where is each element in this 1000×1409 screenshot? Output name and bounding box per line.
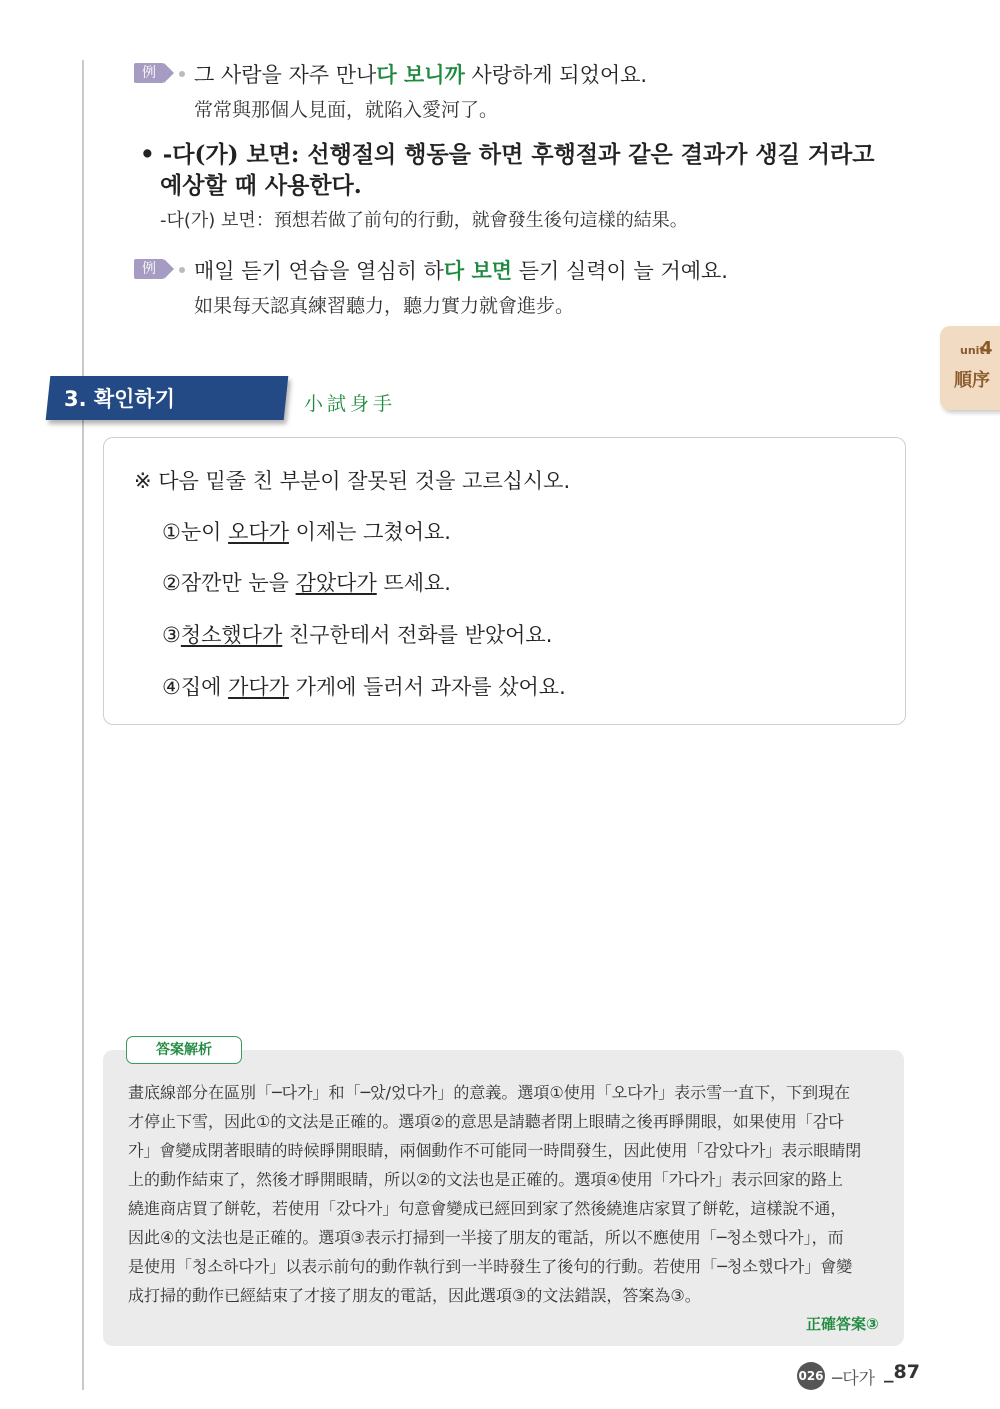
example-sentence-ko: 매일 듣기 연습을 열심히 하다 보면 듣기 실력이 늘 거예요.: [194, 259, 728, 283]
answer-line: 是使用「청소하다가」以表示前句的動作執行到一半時發生了後句的行動。若使用「─청소했다가」會變: [128, 1257, 853, 1276]
example-sentence-ko: 그 사람을 자주 만나다 보니까 사랑하게 되었어요.: [194, 63, 648, 87]
quiz-prompt: ※ 다음 밑줄 친 부분이 잘못된 것을 고르십시오.: [134, 469, 571, 493]
quiz-option-4: ④집에 가다가 가게에 들러서 과자를 샀어요.: [162, 675, 566, 699]
quiz-option-2: ②잠깐만 눈을 감았다가 뜨세요.: [162, 571, 451, 595]
answer-line: 繞進商店買了餅乾，若使用「갔다가」句意會變成已經回到家了然後繞進店家買了餅乾，這樣說不通，: [128, 1199, 847, 1218]
section-subtitle: 小試身手: [304, 393, 397, 415]
unit-side-tab: [940, 326, 1000, 410]
lesson-label: ─다가: [832, 1369, 876, 1389]
unit-number: 4: [980, 338, 993, 359]
example-sentence-zh: 常常與那個人見面，就陷入愛河了。: [194, 99, 499, 121]
answer-line: 가」會變成閉著眼睛的時候睜開眼睛，兩個動作不可能同一時間發生，因此使用「감았다가」表示眼睛閉: [128, 1141, 862, 1160]
page-number: _87: [884, 1361, 920, 1383]
unit-topic: 順序: [954, 370, 990, 391]
example-tag: 例: [134, 259, 164, 279]
example-tag: 例: [134, 63, 164, 83]
grammar-point-title: • -다(가) 보면: 선행절의 행동을 하면 후행절과 같은 결과가 생길 거라고: [140, 141, 875, 168]
example-sentence-zh: 如果每天認真練習聽力，聽力實力就會進步。: [194, 295, 575, 317]
answer-line: 畫底線部分在區別「─다가」和「─았/었다가」的意義。選項①使用「오다가」表示雪一直下，下到現在: [128, 1083, 851, 1102]
answer-label: 答案解析: [126, 1036, 242, 1064]
answer-line: 成打掃的動作已經結束了才接了朋友的電話，因此選項③的文法錯誤，答案為③。: [128, 1286, 701, 1305]
section-title: 3. 확인하기: [64, 387, 176, 411]
answer-line: 因此④的文法也是正確的。選項③表示打掃到一半接了朋友的電話，所以不應使用「─청소했다가」，而: [128, 1228, 844, 1247]
example-dot: [179, 267, 185, 273]
example-dot: [179, 71, 185, 77]
left-margin-rule: [82, 60, 84, 1390]
answer-line: 上的動作結束了，然後才睜開眼睛，所以②的文法也是正確的。選項④使用「가다가」表示回家的路上: [128, 1170, 844, 1189]
quiz-option-1: ①눈이 오다가 이제는 그쳤어요.: [162, 520, 451, 544]
quiz-option-3: ③청소했다가 친구한테서 전화를 받았어요.: [162, 623, 553, 647]
grammar-point-title-cont: 예상할 때 사용한다.: [160, 172, 362, 199]
correct-answer: 正確答案③: [806, 1315, 879, 1333]
answer-line: 才停止下雪，因此①的文法是正確的。選項②的意思是請聽者閉上眼睛之後再睜開眼，如果使用「감다: [128, 1112, 844, 1131]
grammar-point-zh: -다(가) 보면：預想若做了前句的行動，就會發生後句這樣的結果。: [160, 210, 688, 231]
lesson-badge: 026: [797, 1362, 825, 1390]
unit-label: unit: [960, 344, 985, 357]
